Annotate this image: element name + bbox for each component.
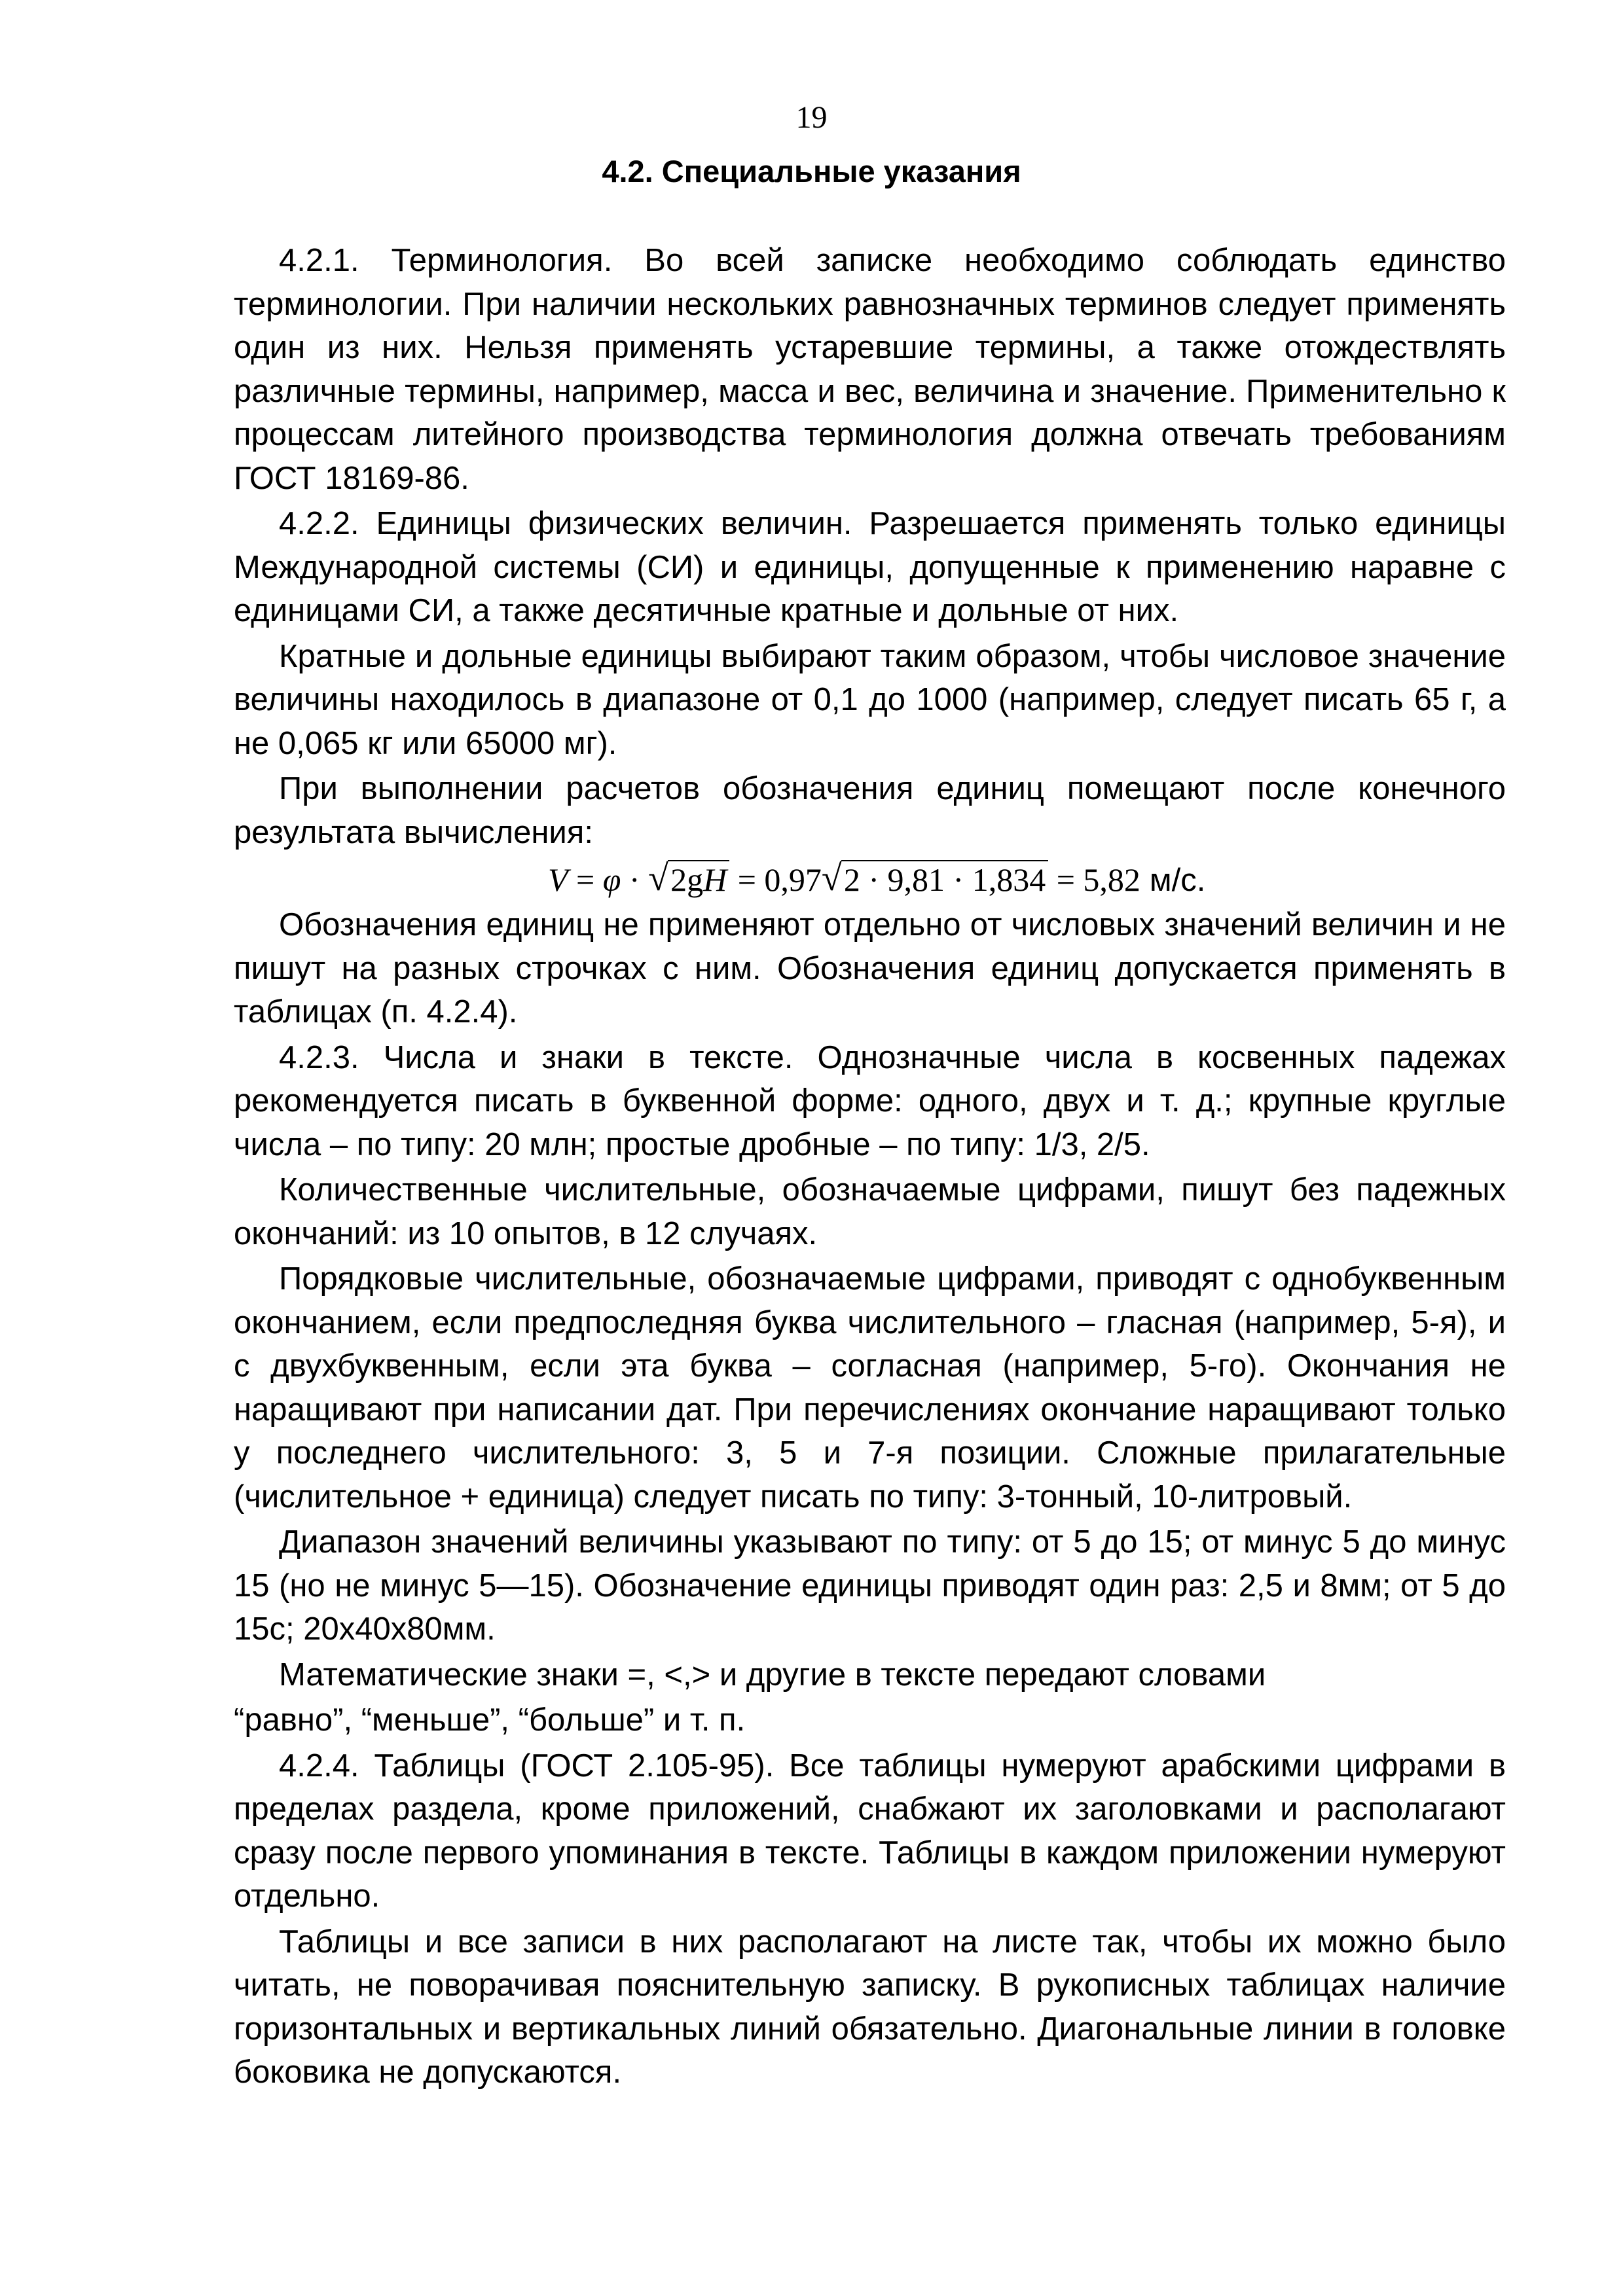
formula-eq2: = 0,97	[729, 861, 822, 898]
paragraph-tables: 4.2.4. Таблицы (ГОСТ 2.105-95). Все таблицы нумеруют арабскими цифрами в пределах раздела, кроме приложений, снабжают их заголовками и располагают сразу после первого упоминания в тексте. Таблицы в каждом приложении нумеруют отдельно.	[234, 1748, 1506, 1914]
formula-root2	[822, 856, 1048, 903]
paragraph-math-words: “равно”, “меньше”, “больше” и т. п.	[234, 1702, 746, 1738]
formula-eq1: =	[568, 861, 603, 898]
formula-root1-var: H	[703, 861, 727, 898]
formula-phi: φ	[602, 861, 621, 898]
section-title: 4.2. Специальные указания	[602, 154, 1021, 188]
paragraph-numbers: 4.2.3. Числа и знаки в тексте. Однозначные числа в косвенных падежах рекомендуется писать в буквенной форме: одного, двух и т. д.; крупные круглые числа – по типу: 20 млн; простые дробные – по типу: 1/3, 2/5.	[234, 1039, 1506, 1162]
formula-result: = 5,82	[1048, 861, 1140, 898]
formula-root1-body: 2g	[670, 861, 704, 898]
paragraph-cardinals: Количественные числительные, обозначаемые цифрами, пишут без падежных окончаний: из 10 опытов, в 12 случаях.	[234, 1172, 1506, 1251]
paragraph-math-signs: Математические знаки =, <,> и другие в тексте передают словами	[279, 1657, 1266, 1693]
paragraph-multiples: Кратные и дольные единицы выбирают таким образом, чтобы числовое значение величины находилось в диапазоне от 0,1 до 1000 (например, следует писать 65 г, а не 0,065 кг или 65000 мг).	[234, 638, 1506, 761]
velocity-formula	[234, 856, 1506, 903]
formula-root2-body: 2 · 9,81 · 1,834	[841, 860, 1048, 898]
paragraph-units: 4.2.2. Единицы физических величин. Разрешается применять только единицы Международной системы (СИ) и единицы, допущенные к применению наравне с единицами СИ, а также десятичные кратные и дольные от них.	[234, 506, 1506, 628]
paragraph-ranges: Диапазон значений величины указывают по типу: от 5 до 15; от минус 5 до минус 15 (но не минус 5—15). Обозначение единицы приводят один раз: 2,5 и 8мм; от 5 до 15с; 20х40х80мм.	[234, 1524, 1506, 1647]
formula-lhs: V	[548, 861, 568, 898]
paragraph-terminology: 4.2.1. Терминология. Во всей записке необходимо соблюдать единство терминологии. При наличии нескольких равнозначных терминов следует применять один из них. Нельзя применять устаревшие термины, а также отождествлять различные термины, например, масса и вес, величина и значение. Применительно к процессам литейного производства терминология должна отвечать требованиям ГОСТ 18169-86.	[234, 243, 1506, 496]
paragraph-calculations: При выполнении расчетов обозначения единиц помещают после конечного результата вычисления:	[234, 771, 1506, 850]
paragraph-table-layout: Таблицы и все записи в них располагают на листе так, чтобы их можно было читать, не поворачивая пояснительную записку. В рукописных таблицах наличие горизонтальных и вертикальных линий обязательно. Диагональные линии в головке боковика не допускаются.	[234, 1924, 1506, 2090]
paragraph-ordinals: Порядковые числительные, обозначаемые цифрами, приводят с однобуквенным окончанием, если предпоследняя буква числительного – гласная (например, 5-я), и с двухбуквенным, если эта буква – согласная (например, 5-го). Окончания не наращивают при написании дат. При перечислениях окончание наращивают только у последнего числительного: 3, 5 и 7-я позиции. Сложные прилагательные (числительное + единица) следует писать по типу: 3-тонный, 10-литровый.	[234, 1261, 1506, 1515]
page-number: 19	[795, 100, 828, 135]
formula-dot: ·	[621, 861, 649, 898]
formula-unit: м/с.	[1149, 863, 1206, 898]
document-body	[234, 239, 1506, 2096]
formula-root1	[648, 856, 729, 903]
paragraph-unit-notation: Обозначения единиц не применяют отдельно от числовых значений величин и не пишут на разных строчках с ним. Обозначения единиц допускается применять в таблицах (п. 4.2.4).	[234, 907, 1506, 1030]
